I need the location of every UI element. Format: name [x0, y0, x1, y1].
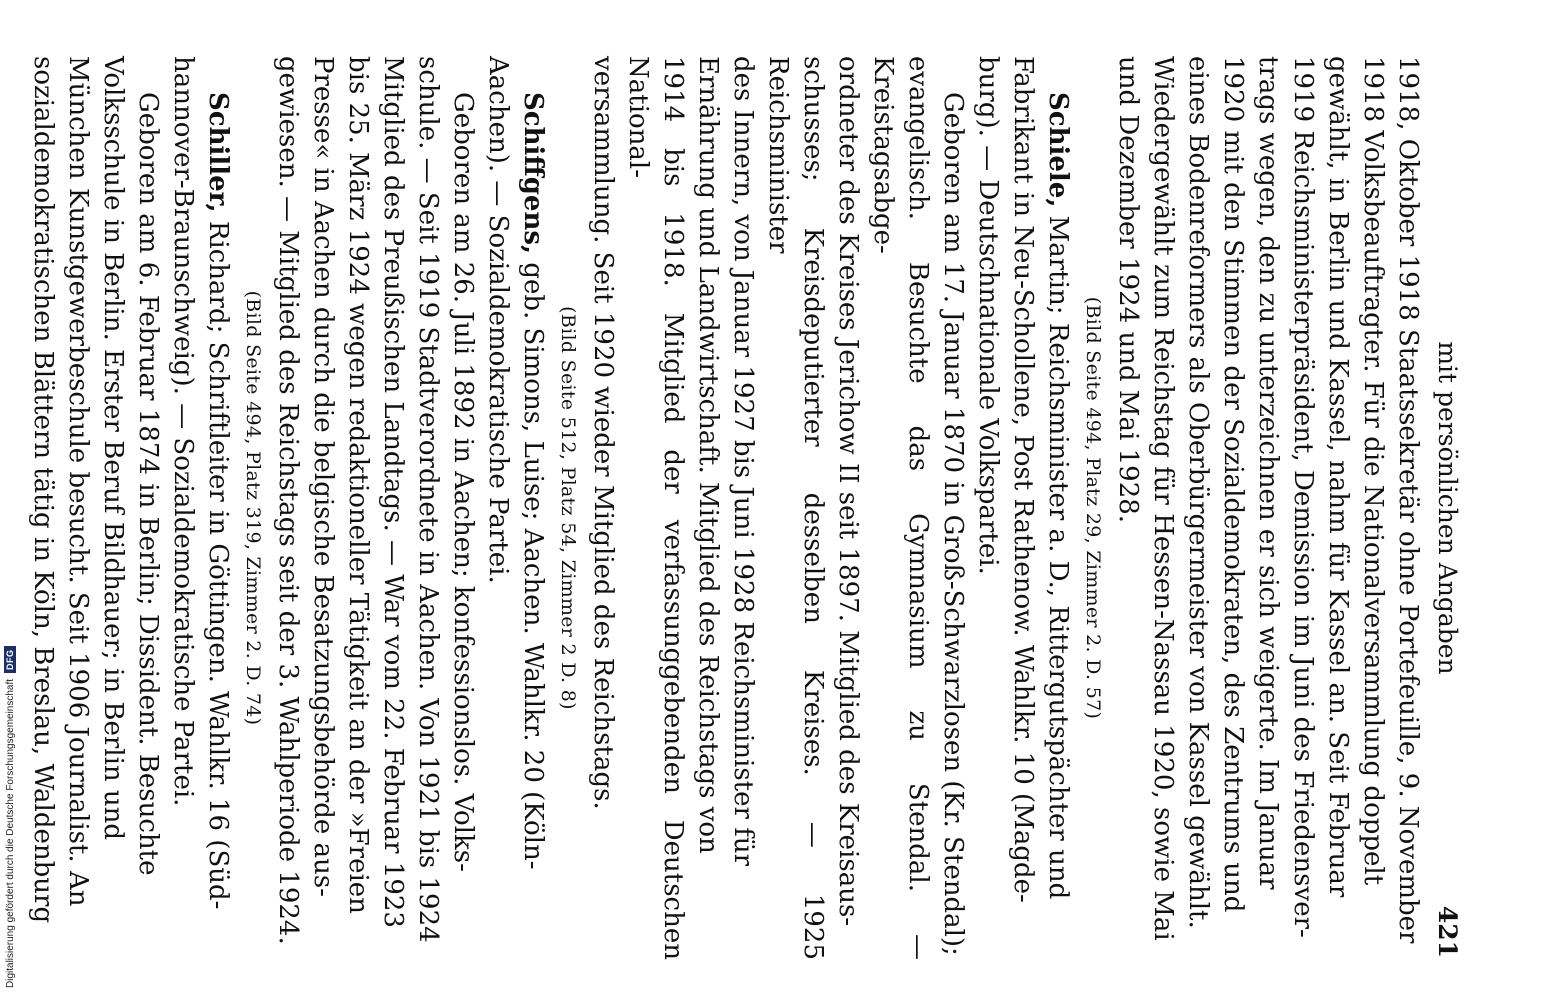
- entry-continuation: [1075, 48, 1425, 968]
- page-number: 421: [1433, 905, 1462, 958]
- text-line: schule. — Seit 1919 Stadtverordnete in Aachen. Von 1921 bis 1924: [413, 56, 443, 943]
- entry-heading: [515, 56, 550, 960]
- picture-reference: (Bild Seite 512, Platz 54, Zimmer 2 D. 8): [557, 306, 579, 710]
- text-line: Wiedergewählt zum Reichstag für Hessen-Nassau 1920, sowie Mai: [1148, 56, 1178, 941]
- running-title: mit persönlichen Angaben: [1433, 341, 1462, 675]
- text-line: 1914 bis 1918. Mitglied der verfassunggebenden Deutschen National-: [623, 56, 688, 960]
- entry-schiffgens: [235, 48, 550, 968]
- text-line: gewählt, in Berlin und Kassel, nahm für Kassel an. Seit Februar: [1323, 56, 1353, 898]
- text-line: Geboren am 17. Januar 1870 in Groß-Schwarzlosen (Kr. Stendal);: [938, 92, 968, 956]
- text-line: 1918 Volksbeauftragter. Für die Nationalversammlung doppelt: [1358, 56, 1388, 886]
- text-line: eines Bodenreformers als Oberbürgermeister von Kassel gewählt.: [1183, 56, 1213, 929]
- text-line: geb. Simons, Luise; Aachen. Wahlkr. 20 (Köln-: [518, 262, 548, 870]
- book-page: [28, 48, 1465, 968]
- person-name: Schiele,: [1043, 92, 1073, 208]
- text-line: bis 25. März 1924 wegen redaktioneller Tätigkeit an der »Freien: [343, 56, 373, 914]
- text-line: hannover-Braunschweig). — Sozialdemokratische Partei.: [168, 56, 198, 807]
- text-line: München Kunstgewerbeschule besucht. Seit 1906 Journalist. An: [63, 56, 93, 907]
- text-line: schusses; Kreisdeputierter desselben Kreises. — 1925 Reichsminister: [763, 56, 828, 960]
- person-name: Schiller,: [203, 92, 233, 213]
- text-line: 1919 Reichsministerpräsident, Demission im Juni des Friedensver-: [1288, 56, 1318, 938]
- text-line: Richard; Schriftleiter in Göttingen. Wahlkr. 16 (Süd-: [203, 220, 233, 910]
- entry-heading: [200, 56, 235, 960]
- dfg-logo: DFG: [4, 646, 16, 673]
- text-line: gewiesen. — Mitglied des Reichstags seit der 3. Wahlperiode 1924.: [273, 56, 303, 945]
- text-line: Fabrikant in Neu-Schollene, Post Rathenow. Wahlkr. 10 (Magde-: [1008, 56, 1038, 903]
- text-line: Volksschule in Berlin. Erster Beruf Bildhauer; in Berlin und: [98, 56, 128, 841]
- text-line: evangelisch. Besuchte das Gymnasium zu Stendal. — Kreistagsabge-: [868, 56, 933, 960]
- text-line: trags wegen, den zu unterzeichnen er sich weigerte. Im Januar: [1253, 56, 1283, 890]
- text-line: und Dezember 1924 und Mai 1928.: [1113, 56, 1143, 524]
- entry-schiller: [25, 48, 235, 968]
- funding-stamp: [0, 0, 20, 1000]
- text-line: burg). — Deutschnationale Volkspartei.: [973, 56, 1003, 575]
- entry-heading: [1040, 56, 1075, 960]
- text-line: 1920 mit den Stimmen der Sozialdemokraten, des Zentrums und: [1218, 56, 1248, 913]
- text-line: Geboren am 6. Februar 1874 in Berlin; Dissident. Besuchte: [133, 92, 163, 876]
- page-header: [1425, 48, 1465, 968]
- text-line: Presse« in Aachen durch die belgische Besatzungsbehörde aus-: [308, 56, 338, 897]
- text-line: Geboren am 26. Juli 1892 in Aachen; konfessionslos. Volks-: [448, 92, 478, 872]
- text-line: versammlung. Seit 1920 wieder Mitglied des Reichstags.: [588, 56, 618, 810]
- text-line: des Innern, von Januar 1927 bis Juni 1928 Reichsminister für: [728, 56, 758, 866]
- picture-reference: (Bild Seite 494, Platz 29, Zimmer 2. D. 57): [1082, 296, 1104, 720]
- text-line: Aachen). — Sozialdemokratische Partei.: [483, 56, 513, 584]
- entry-schiele: [550, 48, 1075, 968]
- text-line: Mitglied des Preußischen Landtags. — War vom 22. Februar 1923: [378, 56, 408, 928]
- person-name: Schiffgens,: [518, 92, 548, 255]
- picture-reference: (Bild Seite 494, Platz 319, Zimmer 2. D. 74): [242, 290, 264, 726]
- text-line: ordneter des Kreises Jerichow II seit 1897. Mitglied des Kreisaus-: [833, 56, 863, 927]
- text-line: Ernährung und Landwirtschaft. Mitglied des Reichstags von: [693, 56, 723, 854]
- text-line: 1918, Oktober 1918 Staatssekretär ohne Portefeuille, 9. November: [1393, 56, 1423, 944]
- text-line: sozialdemokratischen Blättern tätig in Köln, Breslau, Waldenburg: [28, 56, 58, 924]
- text-line: Martin; Reichsminister a. D., Rittergutspächter und: [1043, 215, 1073, 900]
- stamp-text: Digitalisierung gefördert durch die Deutsche Forschungsgemeinschaft: [4, 678, 16, 988]
